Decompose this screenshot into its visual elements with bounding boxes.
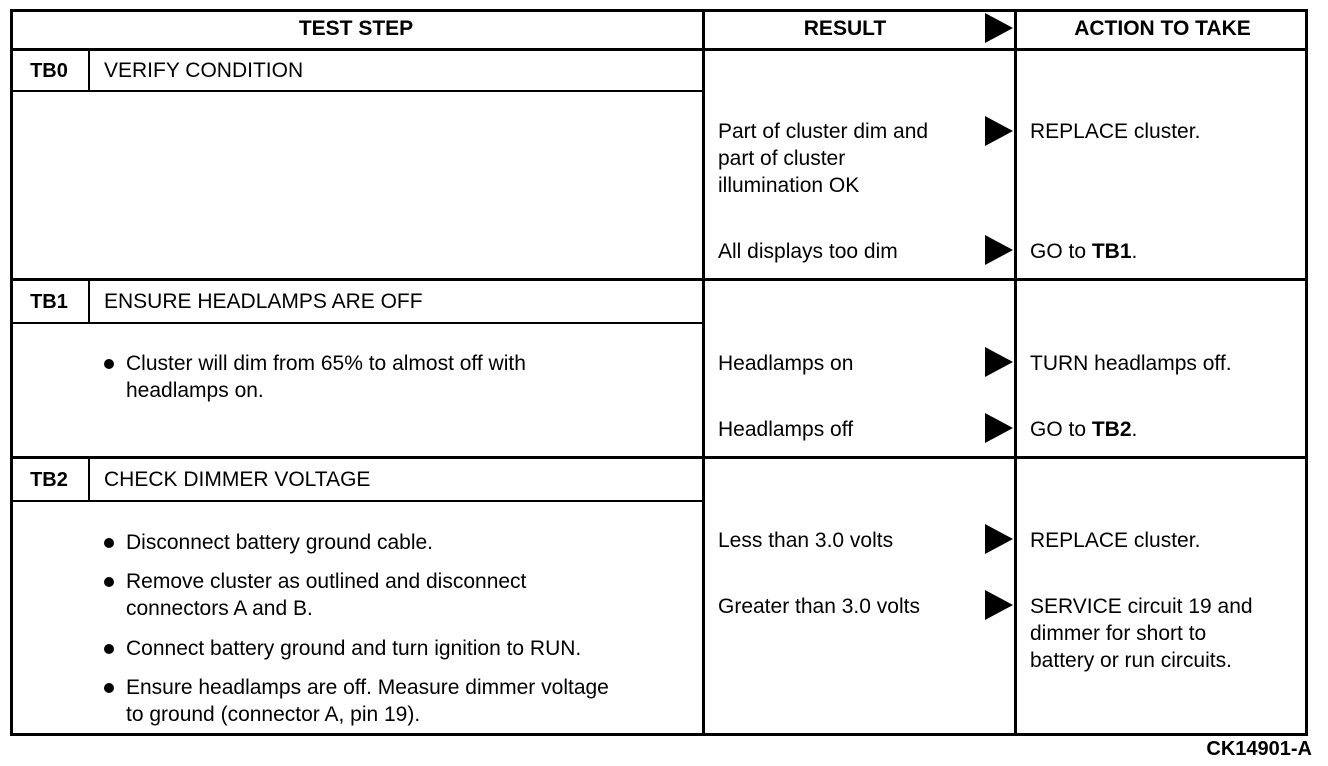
action-tb2-2: SERVICE circuit 19 and dimmer for short to battery or run circuits.: [1030, 595, 1253, 672]
result-tb2-1: Less than 3.0 volts: [718, 529, 894, 552]
bullet-tb2-2: Remove cluster as outlined and disconnect connectors A and B.: [126, 568, 526, 622]
title-rule-tb0: [10, 90, 703, 92]
bullet-tb2-4: Ensure headlamps are off. Measure dimmer voltage to ground (connector A, pin 19).: [126, 674, 609, 728]
step-title-tb0: VERIFY CONDITION: [104, 59, 304, 82]
header-rule: [10, 48, 1308, 51]
divider-test-result: [702, 9, 705, 736]
header-action: ACTION TO TAKE: [1074, 17, 1251, 40]
header-result: RESULT: [803, 17, 887, 40]
arrow-icon: [985, 235, 1013, 265]
row-rule-tb2: [10, 456, 1308, 459]
bullet-tb1-1: Cluster will dim from 65% to almost off with headlamps on.: [126, 350, 526, 404]
action-tb1-2: GO to TB2.: [1030, 418, 1138, 441]
action-tb1-1: TURN headlamps off.: [1030, 352, 1232, 375]
step-title-tb2: CHECK DIMMER VOLTAGE: [104, 468, 371, 491]
title-rule-tb1: [10, 322, 703, 324]
arrow-icon: [985, 524, 1013, 554]
code-divider-tb0: [88, 51, 90, 91]
bullet-dot-icon: [104, 644, 114, 654]
result-tb2-2: Greater than 3.0 volts: [718, 595, 920, 618]
bullet-dot-icon: [104, 577, 114, 587]
bullet-tb2-3: Connect battery ground and turn ignition to RUN.: [126, 635, 581, 662]
result-tb1-2: Headlamps off: [718, 418, 854, 441]
bullet-dot-icon: [104, 359, 114, 369]
result-tb0-2: All displays too dim: [718, 240, 898, 263]
action-tb2-1: REPLACE cluster.: [1030, 529, 1201, 552]
result-tb1-1: Headlamps on: [718, 352, 854, 375]
arrow-icon: [985, 590, 1013, 620]
result-tb0-1: Part of cluster dim and part of cluster illumination OK: [718, 120, 929, 197]
step-code-tb0: TB0: [30, 60, 68, 82]
figure-id: CK14901-A: [1206, 738, 1312, 760]
code-divider-tb1: [88, 281, 90, 323]
step-title-tb1: ENSURE HEADLAMPS ARE OFF: [104, 290, 423, 313]
step-code-tb1: TB1: [30, 291, 68, 313]
bullet-dot-icon: [104, 538, 114, 548]
step-code-tb2: TB2: [30, 469, 68, 491]
row-rule-tb1: [10, 278, 1308, 281]
header-test-step: TEST STEP: [298, 17, 414, 40]
bullet-dot-icon: [104, 683, 114, 693]
divider-result-action: [1014, 9, 1017, 736]
arrow-icon: [985, 347, 1013, 377]
bullet-tb2-1: Disconnect battery ground cable.: [126, 529, 433, 556]
header-arrow-icon: [985, 13, 1013, 43]
action-tb0-2: GO to TB1.: [1030, 240, 1138, 263]
arrow-icon: [985, 413, 1013, 443]
arrow-icon: [985, 116, 1013, 146]
title-rule-tb2: [10, 500, 703, 502]
code-divider-tb2: [88, 459, 90, 501]
action-tb0-1: REPLACE cluster.: [1030, 120, 1201, 143]
